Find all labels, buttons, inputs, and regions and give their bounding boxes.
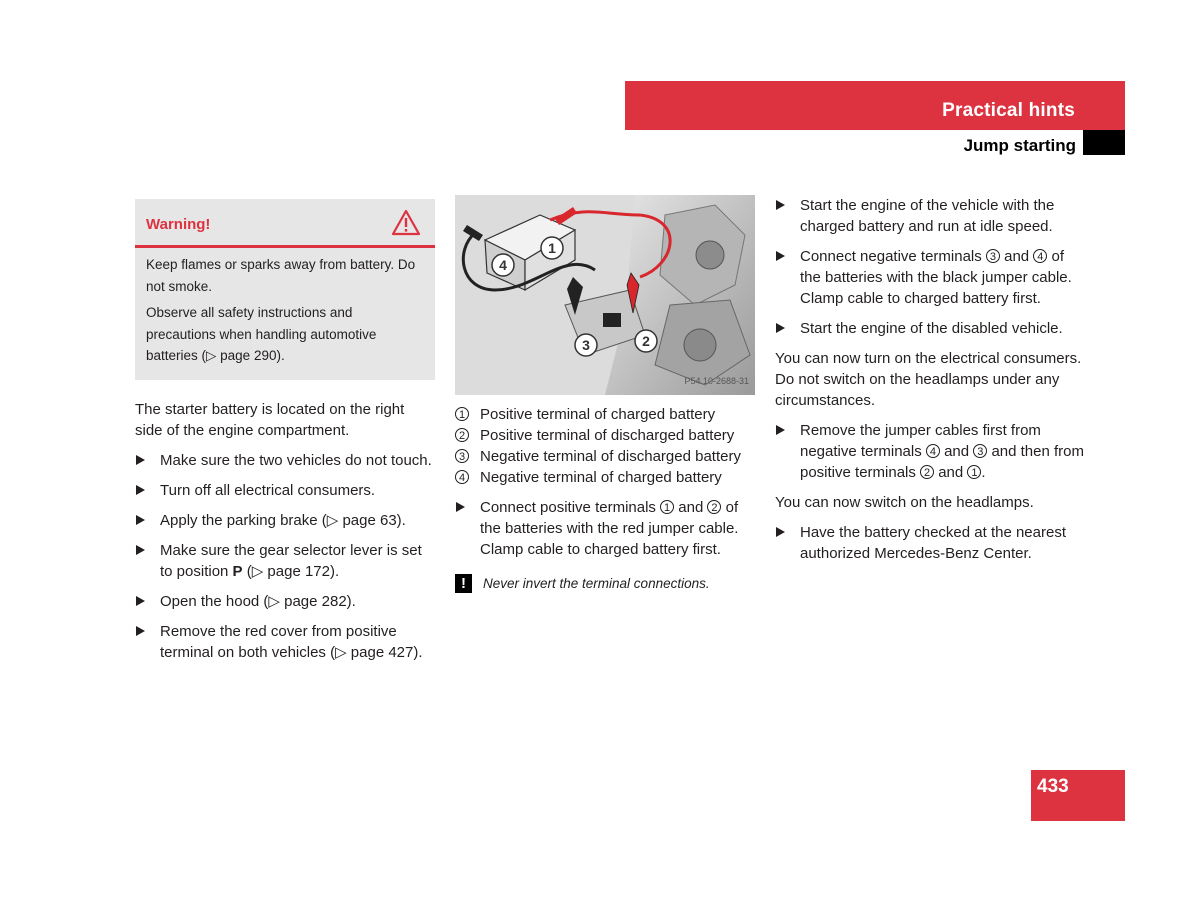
warning-header	[135, 199, 435, 248]
terminal-number: 4	[926, 444, 940, 458]
list-item	[775, 246, 1085, 309]
intro-paragraph: The starter battery is located on the right side of the engine compartment.	[135, 400, 405, 439]
list-item-text: and	[674, 499, 708, 516]
list-item-text: Connect positive terminals	[480, 499, 661, 516]
bullet-arrow-icon	[136, 515, 145, 525]
list-item	[775, 318, 1085, 339]
terminal-number: 2	[707, 500, 721, 514]
page-number: 433	[1037, 776, 1069, 797]
list-item	[775, 522, 1085, 564]
figure-code: P54.10-2688-31	[684, 376, 749, 386]
legend-item	[455, 446, 760, 467]
list-item-text: of the batteries with the black jumper cable. Clamp cable to charged battery first.	[800, 248, 1072, 307]
terminal-number: 2	[920, 465, 934, 479]
legend-number: 4	[455, 470, 469, 484]
page-number-box	[1031, 770, 1125, 821]
list-item-text: Remove the red cover from positive terminal on both vehicles (▷ page 427).	[160, 622, 423, 661]
list-item	[135, 540, 435, 582]
warning-label: Warning!	[146, 216, 211, 233]
terminal-number: 1	[967, 465, 981, 479]
legend-item	[455, 467, 760, 488]
list-item-text: and	[934, 464, 968, 481]
callout-1	[541, 237, 563, 259]
callout-2	[635, 330, 657, 352]
bullet-arrow-icon	[136, 596, 145, 606]
subsection-title: Jump starting	[963, 136, 1076, 155]
jump-start-illustration	[455, 195, 755, 395]
list-item-text: Remove the jumper cables first from negative terminals	[800, 422, 1041, 460]
bullet-arrow-icon	[136, 455, 145, 465]
note-text: Never invert the terminal connections.	[483, 576, 710, 591]
warning-text: Observe all safety instructions and precautions when handling automotive batteries (▷ page 290).	[146, 305, 377, 363]
bullet-arrow-icon	[136, 545, 145, 555]
list-item-text: (▷ page 172).	[242, 562, 340, 580]
paragraph: You can now turn on the electrical consumers. Do not switch on the headlamps under any circumstances.	[775, 350, 1082, 409]
list-item-text: .	[981, 464, 986, 481]
exclamation-icon: !	[455, 574, 472, 593]
terminal-number: 3	[973, 444, 987, 458]
column-left	[135, 195, 435, 672]
list-item-text: Connect negative terminals	[800, 248, 986, 265]
bullet-arrow-icon	[136, 626, 145, 636]
svg-text:2: 2	[642, 333, 650, 349]
bullet-arrow-icon	[776, 323, 785, 333]
legend-number: 1	[455, 407, 469, 421]
figure-legend	[455, 404, 760, 488]
terminal-number: 3	[986, 249, 1000, 263]
gear-position: P	[232, 562, 243, 580]
section-title: Practical hints	[942, 100, 1075, 121]
bullet-arrow-icon	[456, 502, 465, 512]
legend-item	[455, 404, 760, 425]
paragraph: You can now switch on the headlamps.	[775, 494, 1034, 511]
list-item	[455, 497, 760, 560]
legend-text: Negative terminal of discharged battery	[480, 448, 741, 465]
list-item	[135, 621, 435, 663]
warning-text: Keep flames or sparks away from battery. Do not smoke.	[146, 257, 416, 294]
list-item-text: and	[939, 443, 974, 460]
list-item-text: Make sure the two vehicles do not touch.	[160, 451, 432, 469]
legend-item	[455, 425, 760, 446]
thumb-tab	[1083, 130, 1125, 155]
list-item-text: Start the engine of the vehicle with the charged battery and run at idle speed.	[800, 197, 1055, 235]
legend-number: 2	[455, 428, 469, 442]
bullet-arrow-icon	[136, 485, 145, 495]
list-item-text: and	[999, 248, 1034, 265]
list-item-text: Have the battery checked at the nearest authorized Mercedes-Benz Center.	[800, 524, 1066, 562]
caution-note	[455, 573, 760, 594]
callout-4	[492, 254, 514, 276]
column-middle	[455, 195, 760, 594]
list-item-text: Make sure the gear selector lever is set to position	[160, 541, 422, 580]
callout-3	[575, 334, 597, 356]
terminal-number: 1	[660, 500, 674, 514]
list-item	[135, 510, 435, 531]
bullet-arrow-icon	[776, 251, 785, 261]
legend-text: Positive terminal of charged battery	[480, 406, 716, 423]
bullet-arrow-icon	[776, 425, 785, 435]
list-item-text: and then from positive terminals	[800, 443, 1085, 481]
list-item	[135, 480, 435, 501]
terminal-number: 4	[1033, 249, 1047, 263]
legend-number: 3	[455, 449, 469, 463]
list-item	[775, 420, 1085, 483]
bullet-arrow-icon	[776, 200, 785, 210]
list-item	[775, 195, 1085, 237]
list-item-text: Apply the parking brake (▷ page 63).	[160, 511, 406, 529]
legend-text: Positive terminal of discharged battery	[480, 427, 735, 444]
jump-start-figure	[455, 195, 755, 395]
section-header-bar	[625, 81, 1125, 130]
list-item	[135, 450, 435, 471]
warning-triangle-icon	[391, 209, 421, 236]
list-item-text: of the batteries with the red jumper cable. Clamp cable to charged battery first.	[480, 499, 739, 558]
bullet-arrow-icon	[776, 527, 785, 537]
list-item-text: Start the engine of the disabled vehicle.	[800, 320, 1063, 337]
svg-text:1: 1	[548, 240, 556, 256]
warning-box	[135, 199, 435, 380]
list-item-text: Turn off all electrical consumers.	[160, 481, 376, 499]
svg-text:4: 4	[499, 257, 507, 273]
list-item	[135, 591, 435, 612]
legend-text: Negative terminal of charged battery	[480, 469, 722, 486]
list-item-text: Open the hood (▷ page 282).	[160, 592, 356, 610]
warning-body	[135, 248, 435, 380]
svg-text:3: 3	[582, 337, 590, 353]
column-right	[775, 195, 1085, 573]
